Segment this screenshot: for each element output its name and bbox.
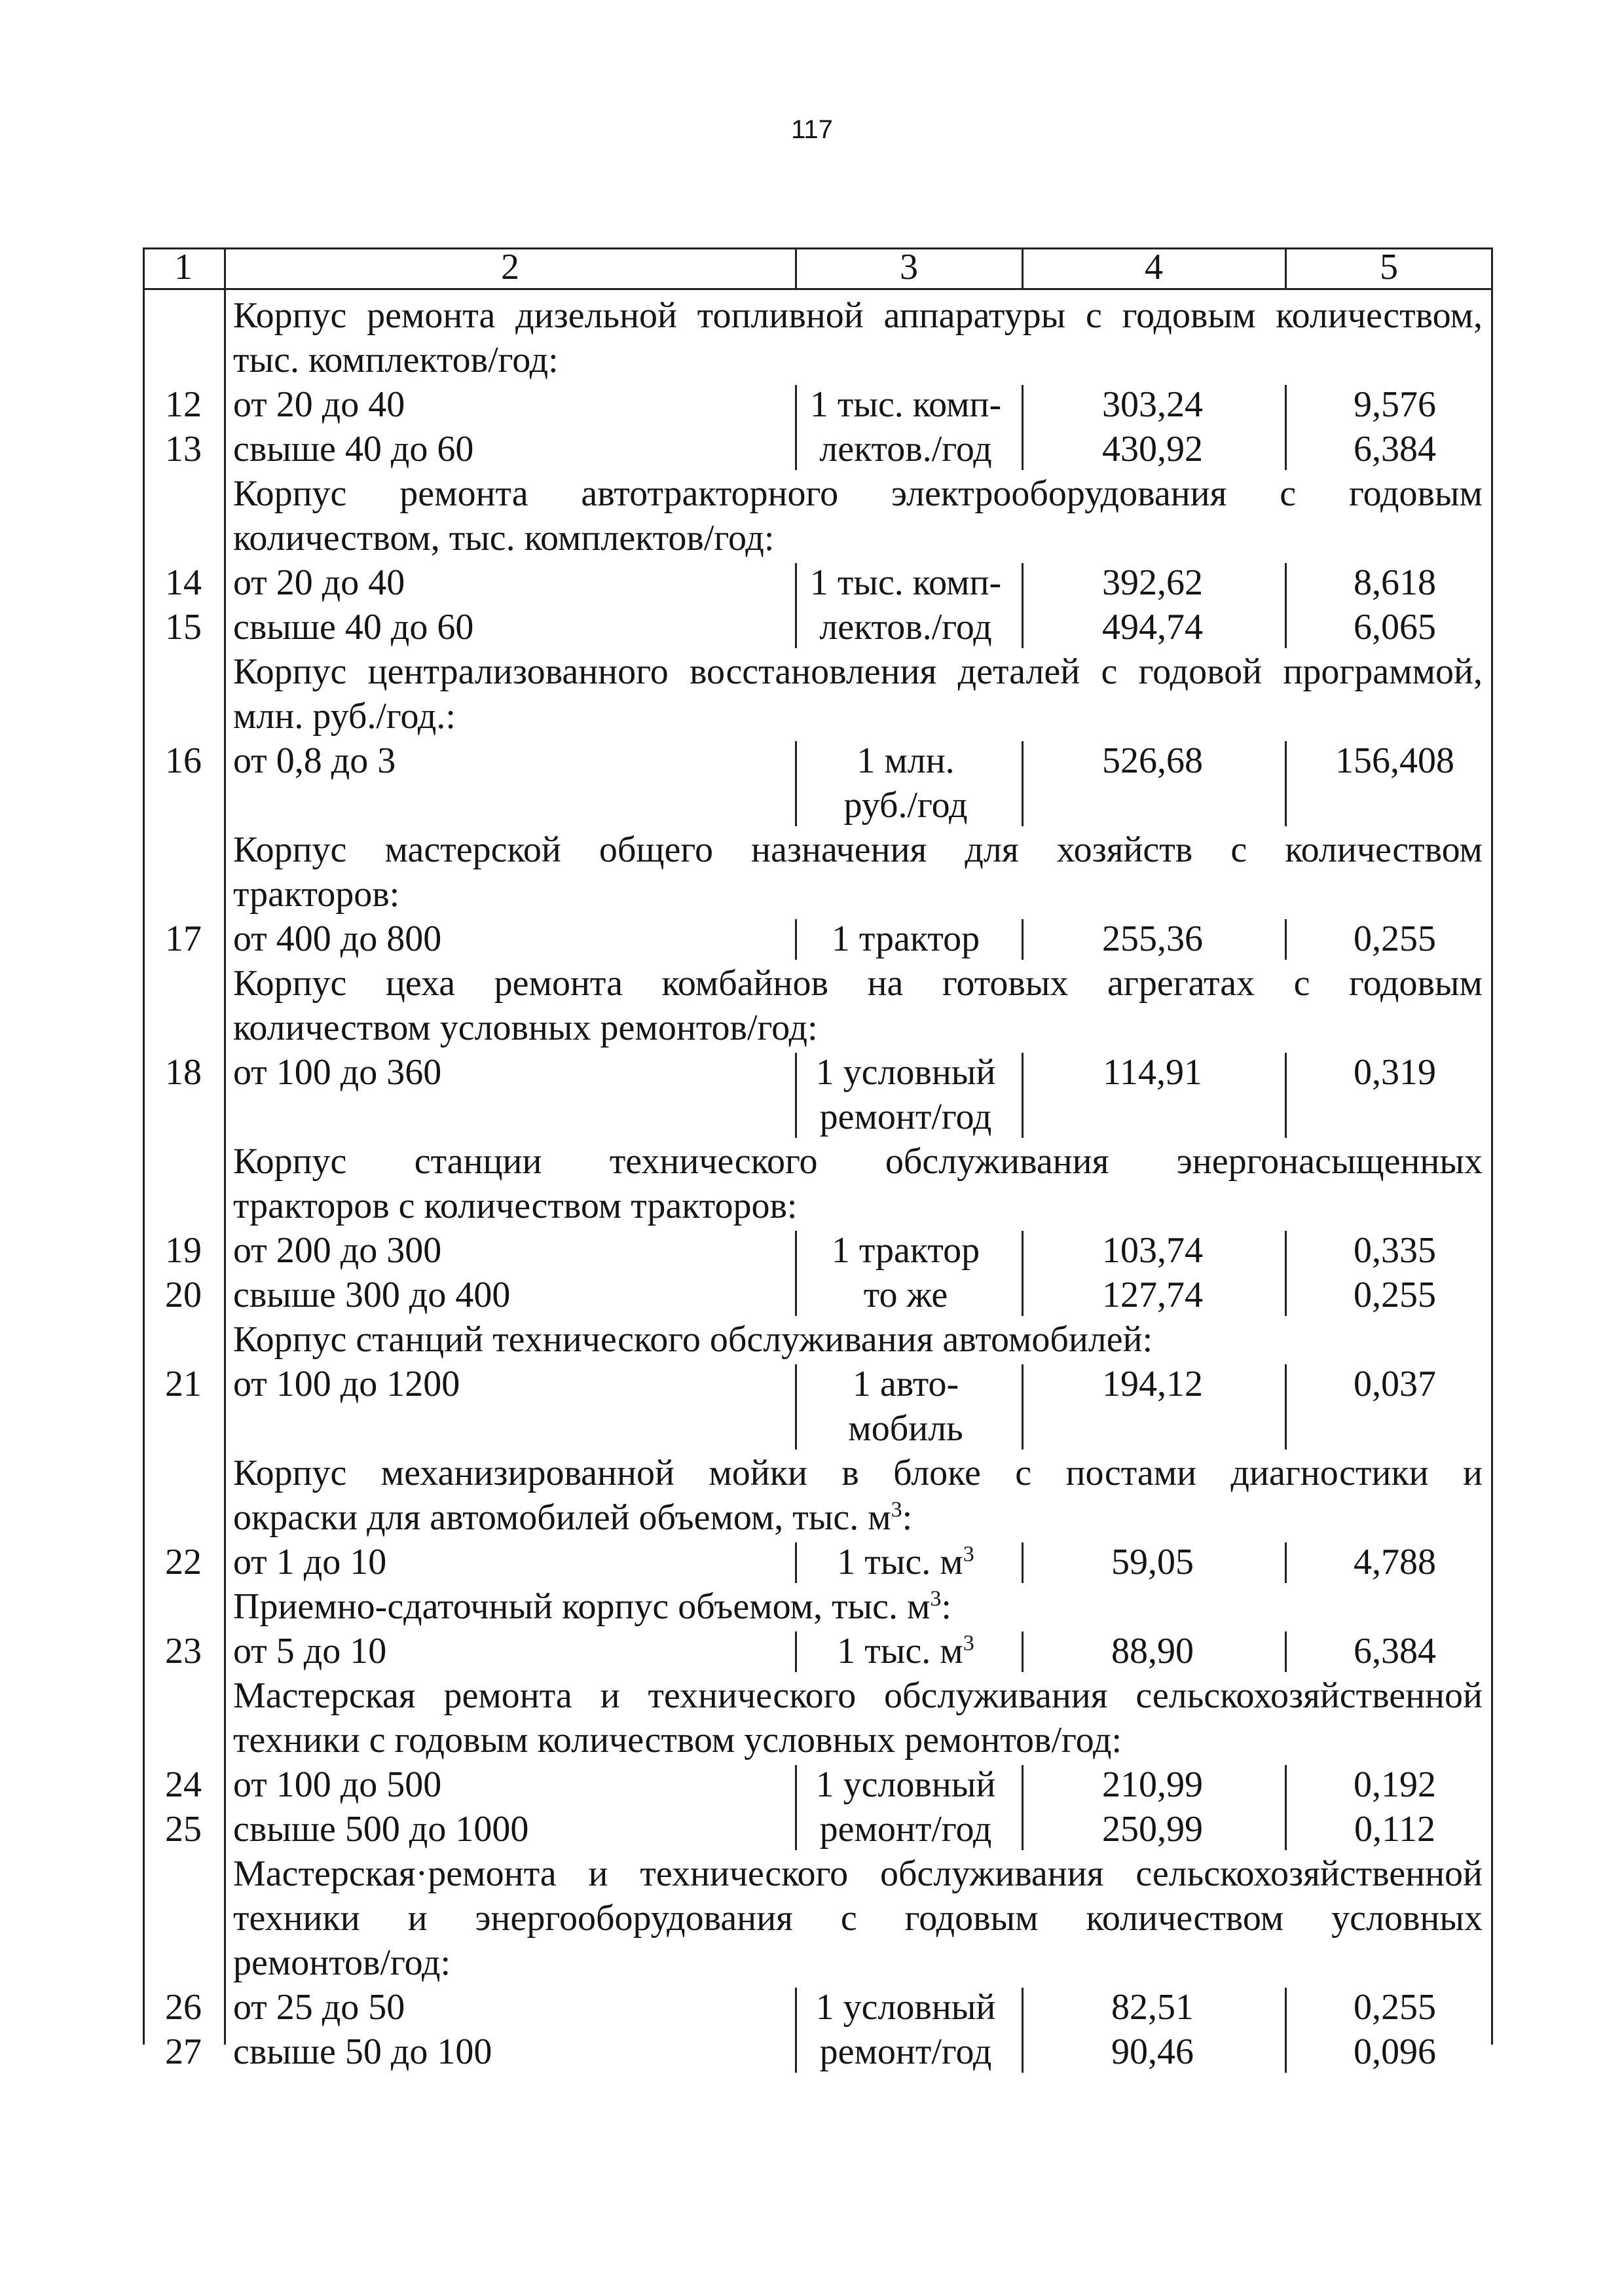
- section-heading-line: Корпус ремонта дизельной топливной аппаратуры с годовым количеством,: [233, 295, 1483, 336]
- row-unit: 1 условный: [815, 1987, 996, 2028]
- row-rate: 8,618: [1354, 562, 1436, 603]
- column-divider-4: [1285, 1631, 1287, 1672]
- section-heading: [233, 1451, 1483, 1540]
- column-divider-4: [1285, 1542, 1287, 1583]
- column-divider-4: [1285, 1988, 1287, 2073]
- column-divider-3: [1022, 1631, 1024, 1672]
- row-cost: 255,36: [1102, 919, 1203, 959]
- header-bottom-border: [143, 288, 1493, 290]
- section-heading: [233, 1584, 1483, 1629]
- row-rate: 0,192: [1354, 1764, 1436, 1805]
- row-rate: 0,335: [1354, 1230, 1436, 1271]
- row-rate: 6,384: [1354, 429, 1436, 469]
- column-divider-2: [795, 1765, 797, 1850]
- header-col-3: 3: [900, 247, 918, 287]
- section-heading-line: Корпус ремонта автотракторного электрооборудования с годовым: [233, 473, 1483, 514]
- column-divider-2: [795, 1542, 797, 1583]
- row-cost: 114,91: [1103, 1052, 1202, 1093]
- row-rate: 0,255: [1354, 1987, 1436, 2028]
- column-divider-3: [1022, 919, 1024, 960]
- section-heading-line: Приемно-сдаточный корпус объемом, тыс. $м^3$:: [233, 1586, 951, 1627]
- section-heading-line: техники с годовым количеством условных ремонтов/год:: [233, 1720, 1122, 1760]
- section-heading: [233, 1317, 1483, 1362]
- row-cost: 392,62: [1102, 562, 1203, 603]
- row-range: свыше 40 до 60: [233, 607, 474, 647]
- row-cost: 250,99: [1102, 1809, 1203, 1850]
- row-number: 22: [165, 1542, 202, 1582]
- header-col-1: 1: [174, 247, 193, 287]
- header-divider-4: [1285, 247, 1287, 288]
- page-number: 117: [791, 115, 833, 144]
- row-cost: 127,74: [1102, 1275, 1203, 1315]
- row-rate: 0,255: [1354, 919, 1436, 959]
- row-cost: 526,68: [1102, 740, 1203, 781]
- row-range: от 100 до 500: [233, 1764, 442, 1805]
- section-heading-line: количеством, тыс. комплектов/год:: [233, 518, 775, 558]
- column-divider-4: [1285, 1364, 1287, 1449]
- section-heading-line: количеством условных ремонтов/год:: [233, 1008, 818, 1048]
- section-heading: [233, 649, 1483, 738]
- section-heading: [233, 1673, 1483, 1762]
- section-heading-line: окраски для автомобилей объемом, тыс. $м^3$:: [233, 1497, 913, 1538]
- row-unit: 1 тыс. $м^3$: [837, 1542, 974, 1582]
- column-divider-2: [795, 385, 797, 470]
- column-divider-2: [795, 1053, 797, 1138]
- column-divider-2: [795, 1988, 797, 2073]
- row-range: от 20 до 40: [233, 384, 405, 425]
- header-col-4: 4: [1145, 247, 1163, 287]
- row-cost: 430,92: [1102, 429, 1203, 469]
- row-unit: 1 авто-: [852, 1364, 959, 1404]
- section-heading-line: тракторов:: [233, 874, 400, 915]
- row-unit: 1 тыс. $м^3$: [837, 1631, 974, 1671]
- section-heading-line: техники и энергооборудования с годовым количеством условных: [233, 1898, 1483, 1939]
- section-heading-line: тыс. комплектов/год:: [233, 340, 559, 380]
- column-divider-4: [1285, 1231, 1287, 1316]
- row-unit-continued: ремонт/год: [819, 1097, 992, 1137]
- section-heading: [233, 1139, 1483, 1228]
- row-rate: 0,319: [1354, 1052, 1436, 1093]
- section-heading: [233, 961, 1483, 1050]
- header-divider-2: [795, 247, 797, 288]
- column-divider-3: [1022, 1765, 1024, 1850]
- row-cost: 88,90: [1111, 1631, 1194, 1671]
- row-unit: ремонт/год: [819, 1809, 992, 1850]
- row-number: 16: [165, 740, 202, 781]
- column-divider-3: [1022, 1364, 1024, 1449]
- section-heading: [233, 828, 1483, 917]
- row-unit-continued: руб./год: [843, 785, 968, 826]
- column-divider-3: [1022, 1542, 1024, 1583]
- section-heading-line: Корпус механизированной мойки в блоке с постами диагностики и: [233, 1453, 1483, 1493]
- row-range: от 25 до 50: [233, 1987, 405, 2028]
- section-heading-line: Мастерская·ремонта и технического обслуживания сельскохозяйственной: [233, 1853, 1483, 1894]
- row-number: 18: [165, 1052, 202, 1093]
- row-number: 25: [165, 1809, 202, 1850]
- row-number: 26: [165, 1987, 202, 2028]
- section-heading-line: Мастерская ремонта и технического обслуживания сельскохозяйственной: [233, 1675, 1483, 1716]
- section-heading-line: тракторов с количеством тракторов:: [233, 1186, 798, 1226]
- column-divider-4: [1285, 741, 1287, 826]
- section-heading-line: Корпус мастерской общего назначения для хозяйств с количеством: [233, 829, 1483, 870]
- row-number: 17: [165, 919, 202, 959]
- section-heading: [233, 293, 1483, 382]
- column-divider-2: [795, 1364, 797, 1449]
- row-cost: 90,46: [1111, 2032, 1194, 2072]
- row-cost: 82,51: [1111, 1987, 1194, 2028]
- row-unit: 1 млн.: [857, 740, 955, 781]
- row-number: 20: [165, 1275, 202, 1315]
- row-range: от 1 до 10: [233, 1542, 387, 1582]
- row-range: свыше 300 до 400: [233, 1275, 511, 1315]
- column-divider-3: [1022, 741, 1024, 826]
- row-rate: 0,112: [1354, 1809, 1435, 1850]
- row-rate: 4,788: [1354, 1542, 1436, 1582]
- row-rate: 0,255: [1354, 1275, 1436, 1315]
- row-range: от 100 до 1200: [233, 1364, 460, 1404]
- column-divider-3: [1022, 1053, 1024, 1138]
- column-divider-3: [1022, 563, 1024, 648]
- row-cost: 303,24: [1102, 384, 1203, 425]
- column-divider-2: [795, 1631, 797, 1672]
- column-divider-4: [1285, 1053, 1287, 1138]
- section-heading-line: Корпус цеха ремонта комбайнов на готовых агрегатах с годовым: [233, 963, 1483, 1004]
- column-divider-4: [1285, 919, 1287, 960]
- row-unit: 1 тыс. комп-: [809, 562, 1002, 603]
- row-number: 19: [165, 1230, 202, 1271]
- row-unit: 1 тыс. комп-: [809, 384, 1002, 425]
- column-divider-2: [795, 741, 797, 826]
- row-number: 14: [165, 562, 202, 603]
- row-number: 21: [165, 1364, 202, 1404]
- row-rate: 0,096: [1354, 2032, 1436, 2072]
- column-divider-3: [1022, 385, 1024, 470]
- row-number: 27: [165, 2032, 202, 2072]
- column-divider-3: [1022, 1231, 1024, 1316]
- row-range: от 100 до 360: [233, 1052, 442, 1093]
- column-divider-3: [1022, 1988, 1024, 2073]
- row-unit: лектов./год: [819, 429, 992, 469]
- row-rate: 6,065: [1354, 607, 1436, 647]
- column-divider-2: [795, 1231, 797, 1316]
- column-divider-4: [1285, 1765, 1287, 1850]
- row-cost: 210,99: [1102, 1764, 1203, 1805]
- column-divider-4: [1285, 385, 1287, 470]
- row-number: 15: [165, 607, 202, 647]
- row-unit: 1 условный: [815, 1764, 996, 1805]
- row-number: 12: [165, 384, 202, 425]
- row-cost: 59,05: [1111, 1542, 1194, 1582]
- header-col-2: 2: [501, 247, 519, 287]
- header-col-5: 5: [1380, 247, 1398, 287]
- header-divider-3: [1022, 247, 1024, 288]
- row-range: свыше 50 до 100: [233, 2032, 492, 2072]
- section-heading-line: Корпус централизованного восстановления деталей с годовой программой,: [233, 651, 1483, 692]
- row-range: от 20 до 40: [233, 562, 405, 603]
- section-heading-line: млн. руб./год.:: [233, 696, 456, 737]
- row-range: от 5 до 10: [233, 1631, 387, 1671]
- column-divider-1: [224, 247, 226, 2045]
- row-unit-continued: мобиль: [848, 1408, 963, 1449]
- section-heading: [233, 1851, 1483, 1985]
- row-range: от 400 до 800: [233, 919, 442, 959]
- section-heading-line: ремонтов/год:: [233, 1942, 451, 1983]
- row-cost: 194,12: [1102, 1364, 1203, 1404]
- section-heading-line: Корпус станций технического обслуживания автомобилей:: [233, 1319, 1153, 1360]
- row-range: от 200 до 300: [233, 1230, 442, 1271]
- row-unit: то же: [863, 1275, 948, 1315]
- row-number: 13: [165, 429, 202, 469]
- row-cost: 494,74: [1102, 607, 1203, 647]
- row-rate: 9,576: [1354, 384, 1436, 425]
- row-unit: 1 трактор: [831, 1230, 980, 1271]
- row-rate: 6,384: [1354, 1631, 1436, 1671]
- row-unit: 1 условный: [815, 1052, 996, 1093]
- column-divider-4: [1285, 563, 1287, 648]
- row-number: 24: [165, 1764, 202, 1805]
- section-heading-line: Корпус станции технического обслуживания энергонасыщенных: [233, 1141, 1483, 1182]
- row-unit: 1 трактор: [831, 919, 980, 959]
- row-range: свыше 40 до 60: [233, 429, 474, 469]
- row-unit: лектов./год: [819, 607, 992, 647]
- section-heading: [233, 471, 1483, 560]
- row-range: свыше 500 до 1000: [233, 1809, 529, 1850]
- column-divider-2: [795, 919, 797, 960]
- row-rate: 0,037: [1354, 1364, 1436, 1404]
- row-rate: 156,408: [1335, 740, 1454, 781]
- row-unit: ремонт/год: [819, 2032, 992, 2072]
- row-cost: 103,74: [1102, 1230, 1203, 1271]
- column-divider-2: [795, 563, 797, 648]
- row-range: от 0,8 до 3: [233, 740, 396, 781]
- row-number: 23: [165, 1631, 202, 1671]
